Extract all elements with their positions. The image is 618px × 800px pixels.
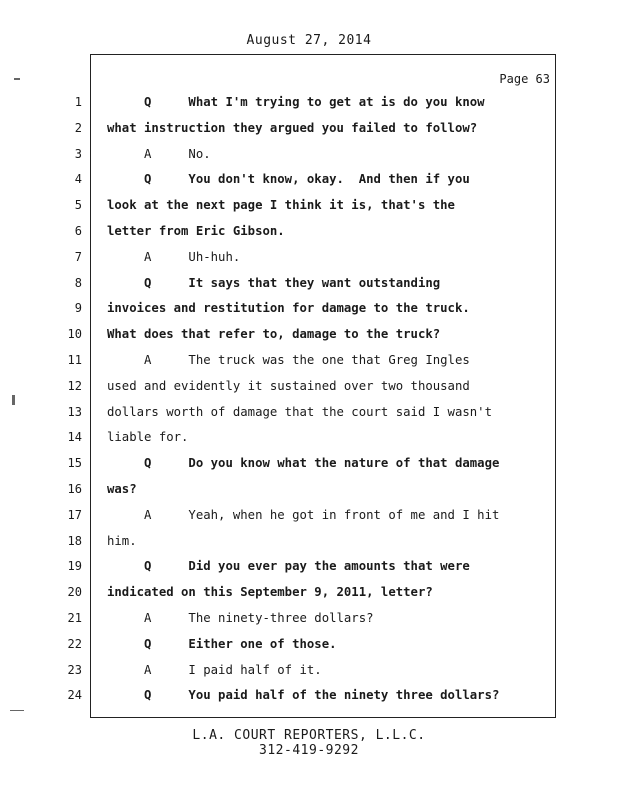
line-number: 12 bbox=[67, 379, 82, 393]
line-number: 22 bbox=[67, 637, 82, 651]
line-number: 23 bbox=[67, 663, 82, 677]
transcript-line: A No. bbox=[107, 147, 211, 161]
page-number: Page 63 bbox=[499, 72, 550, 86]
transcript-line: Q You don't know, okay. And then if you bbox=[107, 172, 470, 186]
transcript-line: A Yeah, when he got in front of me and I hit bbox=[107, 508, 500, 522]
footer-company: L.A. COURT REPORTERS, L.L.C. bbox=[192, 728, 426, 743]
transcript-line: liable for. bbox=[107, 430, 189, 444]
transcript-line: indicated on this September 9, 2011, letter? bbox=[107, 585, 433, 599]
scan-speck bbox=[10, 710, 24, 711]
transcript-line: was? bbox=[107, 482, 137, 496]
line-number: 1 bbox=[74, 95, 82, 109]
line-number: 8 bbox=[74, 276, 82, 290]
transcript-line: Q Did you ever pay the amounts that were bbox=[107, 559, 470, 573]
line-number: 14 bbox=[67, 430, 82, 444]
transcript-line: A The truck was the one that Greg Ingles bbox=[107, 353, 470, 367]
line-number: 10 bbox=[67, 327, 82, 341]
transcript-line: A The ninety-three dollars? bbox=[107, 611, 374, 625]
line-number: 16 bbox=[67, 482, 82, 496]
transcript-line: invoices and restitution for damage to the truck. bbox=[107, 301, 470, 315]
line-number: 17 bbox=[67, 508, 82, 522]
transcript-line: What does that refer to, damage to the truck? bbox=[107, 327, 441, 341]
transcript-line: Q It says that they want outstanding bbox=[107, 276, 441, 290]
line-number: 20 bbox=[67, 585, 82, 599]
line-number: 7 bbox=[74, 250, 82, 264]
transcript-line: what instruction they argued you failed to follow? bbox=[107, 121, 478, 135]
transcript-line: look at the next page I think it is, that's the bbox=[107, 198, 455, 212]
line-number: 21 bbox=[67, 611, 82, 625]
transcript-line: A Uh-huh. bbox=[107, 250, 241, 264]
transcript-line: him. bbox=[107, 534, 137, 548]
line-number: 3 bbox=[74, 147, 82, 161]
transcript-line: Q What I'm trying to get at is do you know bbox=[107, 95, 485, 109]
transcript-line: dollars worth of damage that the court said I wasn't bbox=[107, 405, 492, 419]
line-number: 4 bbox=[74, 172, 82, 186]
transcript-line: Q You paid half of the ninety three dollars? bbox=[107, 688, 500, 702]
line-number: 9 bbox=[74, 301, 82, 315]
line-number: 13 bbox=[67, 405, 82, 419]
transcript-line: A I paid half of it. bbox=[107, 663, 322, 677]
scan-speck bbox=[14, 78, 20, 80]
footer-phone: 312-419-9292 bbox=[259, 743, 359, 758]
line-number: 15 bbox=[67, 456, 82, 470]
line-number: 19 bbox=[67, 559, 82, 573]
transcript-line: Q Do you know what the nature of that damage bbox=[107, 456, 500, 470]
line-number: 18 bbox=[67, 534, 82, 548]
header-date: August 27, 2014 bbox=[246, 33, 372, 48]
transcript-line: used and evidently it sustained over two thousand bbox=[107, 379, 470, 393]
line-number: 24 bbox=[67, 688, 82, 702]
line-number: 2 bbox=[74, 121, 82, 135]
transcript-line: Q Either one of those. bbox=[107, 637, 337, 651]
line-number: 6 bbox=[74, 224, 82, 238]
line-number: 11 bbox=[67, 353, 82, 367]
scan-speck bbox=[12, 395, 15, 405]
transcript-line: letter from Eric Gibson. bbox=[107, 224, 285, 238]
line-number: 5 bbox=[74, 198, 82, 212]
